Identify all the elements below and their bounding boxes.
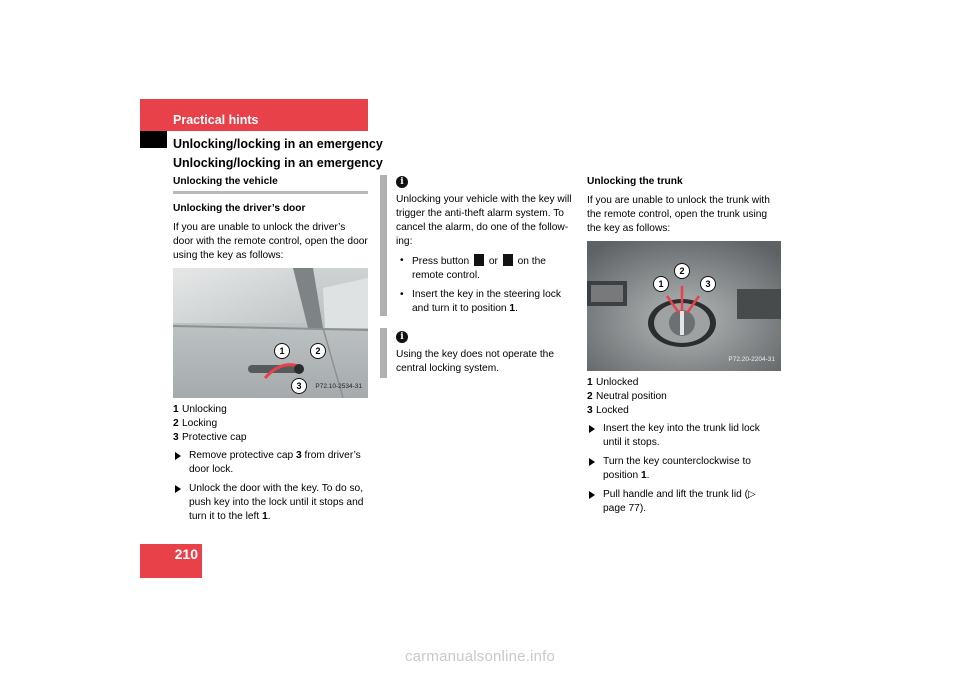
chapter-tab [140, 99, 368, 131]
legend-item: 1 Unlocking [173, 404, 227, 415]
right-intro: If you are unable to unlock the trunk with the remote control, open the trunk using the key as follows: [587, 195, 770, 234]
step-arrow-icon [175, 485, 181, 493]
legend-item: 3 Protective cap [173, 432, 247, 443]
step-arrow-icon [589, 491, 595, 499]
step-item: Insert the key into the trunk lid lock until it stops. [587, 422, 781, 450]
section-marker [140, 131, 167, 148]
legend-item: 2 Locking [173, 418, 218, 429]
left-column [173, 175, 368, 529]
step-item: Remove protective cap 3 from driver’s door lock. [173, 449, 368, 477]
step-arrow-icon [589, 425, 595, 433]
callout-2: 2 [310, 343, 326, 359]
right-heading: Unlocking the trunk [587, 176, 683, 187]
callout-1: 1 [274, 343, 290, 359]
left-legend [173, 403, 368, 445]
watermark: carmanualsonline.info [404, 648, 556, 665]
bullet-item: • Insert the key in the steering lock and turn it to position 1. [400, 289, 561, 314]
trunk-lock-illustration [587, 241, 781, 371]
callout-1: 1 [653, 276, 669, 292]
info-box-2 [396, 331, 576, 381]
figure-code: P72.10-2534-31 [315, 383, 362, 390]
left-intro: If you are unable to unlock the driver’s door with the remote control, open the door using the key as follows: [173, 222, 368, 261]
page-number-tab [140, 544, 202, 578]
driver-door-figure [173, 268, 368, 398]
callout-2: 2 [674, 263, 690, 279]
info-bar-1 [380, 175, 387, 316]
right-legend [587, 376, 781, 418]
figure-code: P72.20-2204-31 [728, 356, 775, 363]
info-bar-2 [380, 328, 387, 378]
callout-3: 3 [700, 276, 716, 292]
step-arrow-icon [589, 458, 595, 466]
bullet-item: • Press button or on the remote control. [400, 255, 546, 281]
callout-3: 3 [291, 378, 307, 394]
trunk-lock-figure [587, 241, 781, 371]
page-number: 210 [174, 546, 198, 562]
unlock-button-icon [474, 254, 484, 266]
step-item: Unlock the door with the key. To do so, push key into the lock until it stops and turn it to the left 1. [173, 482, 368, 524]
heading-rule [173, 191, 368, 194]
info1-text: Unlocking your vehicle with the key will trigger the anti-theft alarm system. To cancel the alarm, do one of the follow-ing: [396, 194, 572, 247]
info-box-1 [396, 176, 576, 321]
legend-item: 1 Unlocked [587, 377, 639, 388]
legend-item: 2 Neutral position [587, 391, 667, 402]
info2-text: Using the key does not operate the central locking system. [396, 349, 555, 374]
lock-button-icon [503, 254, 513, 266]
info-icon: i [396, 176, 408, 188]
right-column [587, 175, 781, 521]
chapter-title: Practical hints [173, 113, 259, 127]
legend-item: 3 Locked [587, 405, 629, 416]
subsection-title: Unlocking/locking in an emergency [173, 156, 383, 170]
driver-door-illustration [173, 268, 368, 398]
step-item: Pull handle and lift the trunk lid (▷ page 77). [587, 488, 781, 516]
section-title: Unlocking/locking in an emergency [173, 137, 383, 151]
left-subheading: Unlocking the driver’s door [173, 203, 306, 214]
step-arrow-icon [175, 452, 181, 460]
info-icon: i [396, 331, 408, 343]
step-item: Turn the key counterclockwise to position 1. [587, 455, 781, 483]
page-reference-icon: ▷ [747, 489, 756, 500]
left-heading: Unlocking the vehicle [173, 176, 278, 187]
